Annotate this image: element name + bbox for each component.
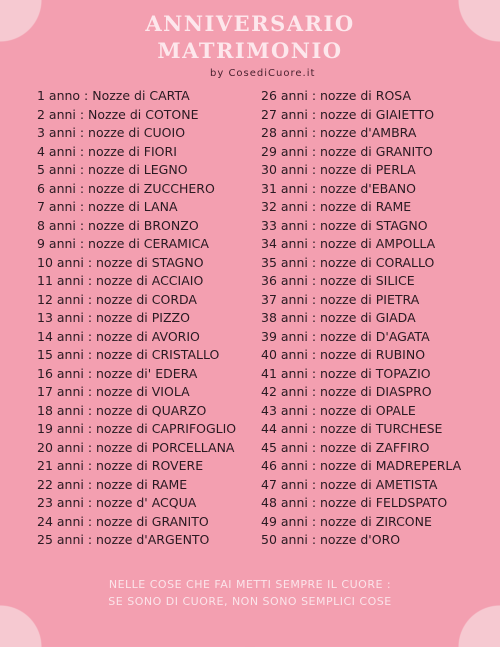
anniversary-item: 23 anni : nozze d' ACQUA [37, 495, 197, 510]
anniversary-item: 35 anni : nozze di CORALLO [261, 254, 435, 270]
anniversary-item: 38 anni : nozze di GIADA [261, 310, 416, 325]
anniversary-item: 41 anni : nozze di TOPAZIO [261, 365, 431, 381]
anniversary-item: 48 anni : nozze di FELDSPATO [261, 495, 448, 510]
title-line-2: MATRIMONIO [157, 38, 343, 63]
anniversary-item: 42 anni : nozze di DIASPRO [261, 384, 432, 399]
anniversary-item: 25 anni : nozze d'ARGENTO [37, 532, 210, 547]
anniversary-list-left [37, 87, 236, 550]
anniversary-item: 40 anni : nozze di RUBINO [261, 347, 426, 362]
anniversary-item: 36 anni : nozze di SILICE [261, 273, 415, 288]
anniversary-item: 6 anni : nozze di ZUCCHERO [37, 180, 215, 196]
anniversary-item: 19 anni : nozze di CAPRIFOGLIO [37, 421, 237, 436]
anniversary-item: 13 anni : nozze di PIZZO [37, 310, 190, 325]
anniversary-item: 15 anni : nozze di CRISTALLO [37, 347, 220, 362]
anniversary-item: 45 anni : nozze di ZAFFIRO [261, 439, 430, 455]
anniversary-item: 43 anni : nozze di OPALE [261, 402, 416, 418]
anniversary-item: 8 anni : nozze di BRONZO [37, 217, 199, 233]
anniversary-item: 16 anni : nozze di' EDERA [37, 365, 198, 381]
anniversary-item: 14 anni : nozze di AVORIO [37, 328, 200, 344]
anniversary-item: 33 anni : nozze di STAGNO [261, 217, 428, 233]
anniversary-item: 24 anni : nozze di GRANITO [37, 513, 209, 529]
anniversary-item: 1 anno : Nozze di CARTA [37, 88, 190, 103]
anniversary-item: 11 anni : nozze di ACCIAIO [37, 273, 204, 288]
anniversary-item: 20 anni : nozze di PORCELLANA [37, 439, 235, 455]
anniversary-item: 34 anni : nozze di AMPOLLA [261, 236, 436, 251]
anniversary-item: 39 anni : nozze di D'AGATA [261, 328, 430, 344]
anniversary-item: 46 anni : nozze di MADREPERLA [261, 458, 462, 473]
anniversary-item: 7 anni : nozze di LANA [37, 199, 178, 214]
anniversary-item: 30 anni : nozze di PERLA [261, 162, 416, 177]
anniversary-item: 49 anni : nozze di ZIRCONE [261, 513, 432, 529]
anniversary-item: 9 anni : nozze di CERAMICA [37, 236, 209, 251]
anniversary-item: 50 anni : nozze d'ORO [261, 532, 401, 547]
anniversary-item: 32 anni : nozze di RAME [261, 199, 412, 214]
footer-line-2: SE SONO DI CUORE, NON SONO SEMPLICI COSE [108, 595, 392, 608]
anniversary-item: 28 anni : nozze d'AMBRA [261, 125, 417, 140]
anniversary-item: 26 anni : nozze di ROSA [261, 88, 411, 103]
anniversary-item: 31 anni : nozze d'EBANO [261, 180, 416, 196]
anniversary-item: 12 anni : nozze di CORDA [37, 291, 197, 307]
anniversary-item: 22 anni : nozze di RAME [37, 476, 188, 492]
anniversary-item: 37 anni : nozze di PIETRA [261, 291, 420, 307]
anniversary-item: 18 anni : nozze di QUARZO [37, 402, 207, 418]
anniversary-item: 4 anni : nozze di FIORI [37, 143, 177, 159]
byline: by CosediCuore.it [210, 68, 316, 79]
anniversary-item: 5 anni : nozze di LEGNO [37, 162, 188, 177]
anniversary-item: 17 anni : nozze di VIOLA [37, 384, 190, 399]
anniversary-item: 10 anni : nozze di STAGNO [37, 254, 204, 270]
anniversary-item: 21 anni : nozze di ROVERE [37, 458, 204, 473]
anniversary-item: 44 anni : nozze di TURCHESE [261, 421, 443, 436]
anniversary-list-right [261, 87, 461, 550]
anniversary-item: 3 anni : nozze di CUOIO [37, 125, 186, 140]
anniversary-item: 27 anni : nozze di GIAIETTO [261, 106, 435, 122]
anniversary-item: 2 anni : Nozze di COTONE [37, 106, 199, 122]
title-line-1: ANNIVERSARIO [145, 11, 355, 36]
anniversary-item: 29 anni : nozze di GRANITO [261, 143, 433, 159]
anniversary-item: 47 anni : nozze di AMETISTA [261, 476, 438, 492]
footer-line-1: NELLE COSE CHE FAI METTI SEMPRE IL CUORE : [108, 578, 392, 591]
